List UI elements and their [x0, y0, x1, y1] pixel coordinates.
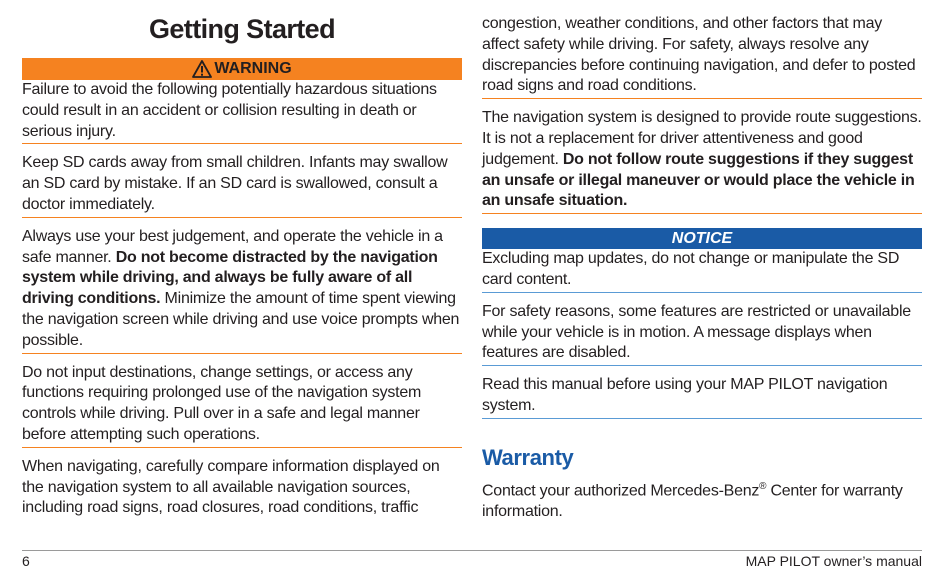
registered-mark: ® [759, 480, 767, 492]
compare-info-paragraph: When navigating, carefully compare information displayed on the navigation system to all available navigation sources, including road signs, road closures, road conditions, traffic [22, 457, 440, 517]
warning-triangle-icon [192, 60, 212, 78]
judgement-warning-paragraph [22, 227, 462, 354]
judgement-text-bold: Do not become distracted by the navigation system while driving, and always be fully aware of all driving conditions. [22, 248, 438, 308]
warning-intro-paragraph: Failure to avoid the following potentially hazardous situations could result in an accident or collision resulting in death or serious injury. [22, 80, 462, 144]
sd-card-warning-paragraph: Keep SD cards away from small children. Infants may swallow an SD card by mistake. If an SD card is swallowed, consult a doctor immediately. [22, 153, 462, 217]
notice-label: NOTICE [671, 229, 733, 247]
route-suggestion-text-a: The navigation system is designed to provide route suggestions. It is not a replacement for driver attentiveness and good judgement. [482, 109, 922, 168]
footer-divider [22, 550, 922, 551]
judgement-text-c: Minimize the amount of time spent viewing the navigation screen while driving and use voice prompts when possible. [22, 290, 460, 349]
read-manual-paragraph: Read this manual before using your MAP PILOT navigation system. [482, 375, 922, 419]
map-updates-notice-paragraph: Excluding map updates, do not change or manipulate the SD card content. [482, 249, 922, 293]
notice-banner [482, 228, 922, 249]
right-column [482, 0, 922, 524]
warranty-heading: Warranty [482, 444, 574, 470]
compare-info-continued-paragraph: congestion, weather conditions, and other factors that may affect safety while driving. For safety, always resolve any discrepancies before continuing navigation, and defer to posted road signs and road conditions. [482, 14, 922, 99]
route-suggestion-text-bold: Do not follow route suggestions if they suggest an unsafe or illegal maneuver or would place the vehicle in an unsafe situation. [482, 150, 915, 210]
warning-label: WARNING [214, 60, 292, 77]
input-warning-paragraph: Do not input destinations, change settings, or access any functions requiring prolonged use of the navigation system controls while driving. Pull over in a safe and legal manner before attempting such operations. [22, 363, 462, 448]
warranty-text-b: Center for warranty information. [482, 482, 903, 520]
left-column [22, 0, 462, 520]
route-suggestion-paragraph [482, 108, 922, 214]
restricted-features-paragraph: For safety reasons, some features are restricted or unavailable while your vehicle is in motion. A message displays when features are disabled. [482, 302, 922, 366]
manual-name: MAP PILOT owner’s manual [745, 553, 922, 569]
page-number: 6 [22, 553, 30, 569]
warning-banner [22, 58, 462, 80]
judgement-text-a: Always use your best judgement, and operate the vehicle in a safe manner. [22, 227, 443, 266]
warranty-text-a: Contact your authorized Mercedes-Benz [482, 482, 760, 500]
page-title: Getting Started [148, 14, 335, 44]
warranty-paragraph [482, 477, 922, 524]
